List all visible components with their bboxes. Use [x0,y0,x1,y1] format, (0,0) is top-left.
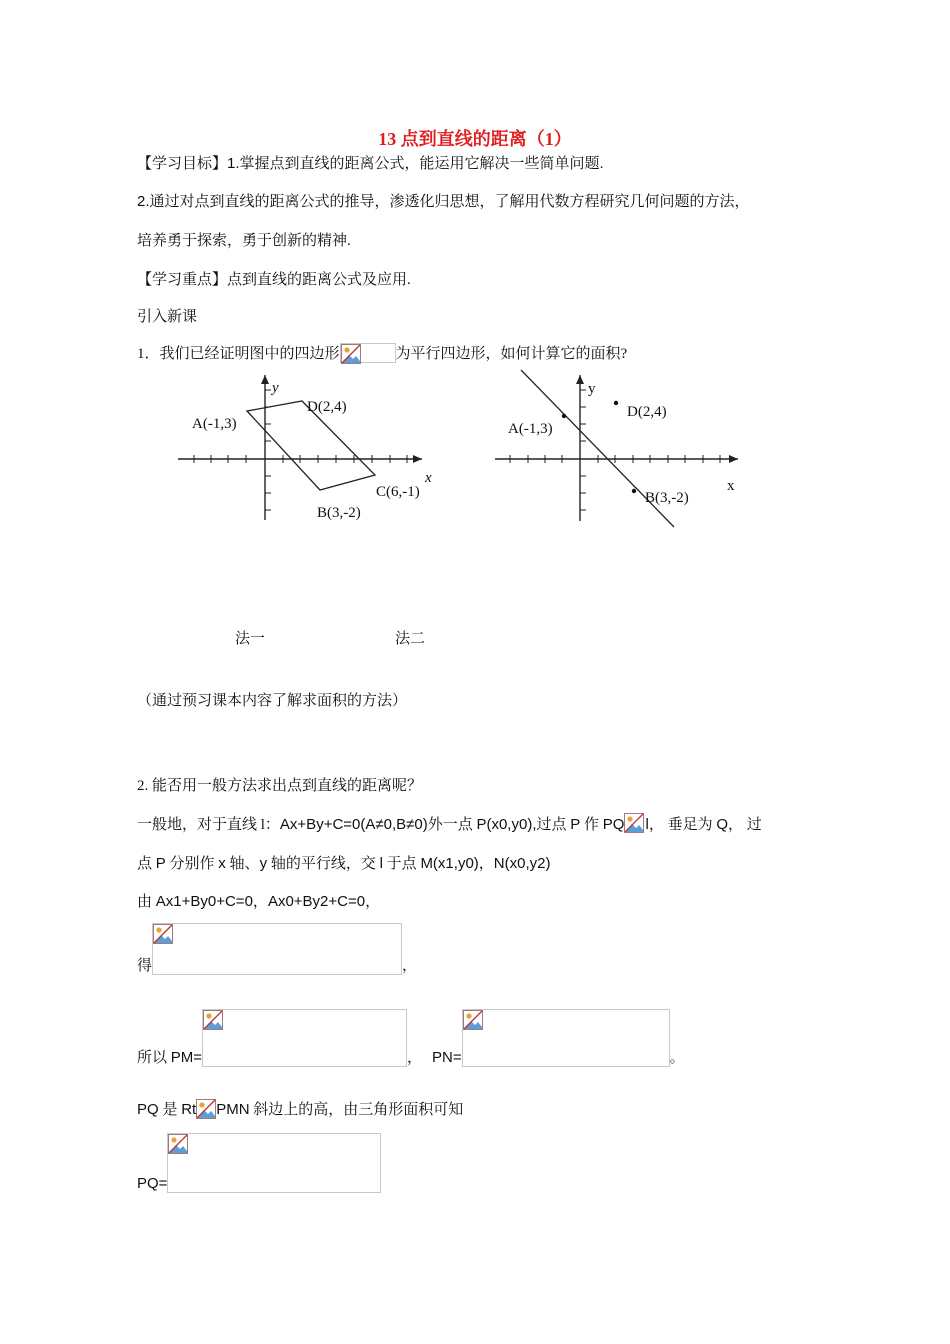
goal-2-line-2: 培养勇于探索，勇于创新的精神. [137,233,351,249]
text-run: 。 [669,1050,685,1066]
broken-image-icon [624,813,644,833]
text-run: 分别作 [165,856,219,872]
text-run: PQ [137,1101,159,1118]
text-run: x [218,855,226,872]
q2-line-pm-pn [137,1009,685,1067]
text-run: 轴的平行线，交 [267,856,380,872]
text-run: ， [402,958,418,974]
text-run: Q [716,816,728,833]
point-p: P(x0,y0), [476,816,537,833]
text-run: l [379,855,383,872]
fig1-point-b: B(3,-2) [317,505,361,521]
goal-2-line-1: 2.通过对点到直线的距离公式的推导，渗透化归思想，了解用代数方程研究几何问题的方法， [137,193,750,210]
formula-image-xy [152,923,402,975]
method-1-label: 法一 [235,631,266,647]
text-run: 是 [158,1102,182,1118]
segment-pq: PQ [602,816,625,833]
q2-line-1 [137,813,762,834]
text-run: P [155,855,166,872]
text-run: 由 [137,894,156,910]
equation-m: Ax1+By0+C=0 [155,893,253,910]
broken-image-icon [196,1099,216,1119]
goals-label: 【学习目标】 [137,156,228,172]
fig1-y-label: y [272,380,279,396]
intro-heading: 引入新课 [137,309,198,325]
text-run: 轴、 [225,856,260,872]
formula-image-pm [202,1009,407,1067]
fig1-point-a: A(-1,3) [192,416,237,432]
q2-line-pq-formula [137,1133,381,1193]
text-run: 外一点 [427,817,477,833]
q2-line-de [137,923,417,975]
pn-label: PN= [432,1049,462,1066]
text-run: ， 垂足为 [648,817,717,833]
question-2-title: 2. 能否用一般方法求出点到直线的距离呢？ [137,778,423,794]
triangle-symbol-image [196,1099,216,1119]
method-2-label: 法二 [395,631,426,647]
question-1 [137,342,627,363]
q2-line-2 [137,852,550,873]
text-run: PMN [216,1101,250,1118]
figure-2-line-points [490,365,760,535]
text-run: 作 [580,817,603,833]
fig2-dot-d [614,401,618,405]
fig2-y-label: y [588,381,596,397]
point-m: M(x1,y0) [420,855,479,872]
text-run: ， 过 [728,817,762,833]
equation-n: Ax0+By2+C=0 [267,893,366,910]
point-n: N(x0,y2) [493,855,551,872]
broken-image-icon [463,1010,483,1030]
fig2-x-label: x [727,478,735,494]
text-run: 所以 [137,1050,171,1066]
formula-image-pq [167,1133,381,1193]
text-run: ， [478,856,494,872]
text-run: 一般地，对于直线 l： [137,817,280,833]
q2-line-pq-height [137,1098,463,1119]
text-run: 点 [137,856,156,872]
fig2-point-b: B(3,-2) [645,490,689,506]
text-run: ， [252,894,268,910]
formula-image-pn [462,1009,670,1067]
broken-image-icon [341,344,361,364]
parallelogram-image [340,343,396,363]
line-equation: Ax+By+C=0(A≠0,B≠0) [279,816,428,833]
text-run: 过点 [536,817,571,833]
broken-image-icon [153,924,173,944]
fig2-dot-a [562,414,566,418]
page-title: 13 点到直线的距离（1） [378,129,572,149]
focus-text: 点到直线的距离公式及应用. [227,272,411,288]
text-run: l [645,816,649,833]
text-run: ， [407,1050,423,1066]
text-run: 于点 [382,856,421,872]
text-run: y [259,855,268,872]
figure-1-parallelogram [170,370,440,530]
text-run: ， [365,894,381,910]
q1-prefix: 1．我们已经证明图中的四边形 [137,346,340,362]
fig1-point-d: D(2,4) [307,399,347,415]
broken-image-icon [203,1010,223,1030]
fig2-point-a: A(-1,3) [508,421,553,437]
pq-label: PQ= [137,1175,168,1192]
goal-line-1 [137,152,604,173]
focus-line [137,268,411,289]
fig1-point-c: C(6,-1) [376,484,420,500]
fig2-dot-b [632,489,636,493]
fig1-x-label: x [425,470,432,486]
focus-label: 【学习重点】 [137,272,228,288]
text-run: P [570,816,581,833]
q1-suffix: 为平行四边形，如何计算它的面积? [395,346,628,362]
q2-line-3 [137,890,380,911]
broken-image-icon [168,1134,188,1154]
pm-label: PM= [170,1049,203,1066]
perpendicular-symbol-image [624,813,645,834]
goal-1: 1.掌握点到直线的距离公式，能运用它解决一些简单问题. [227,155,604,172]
text-run: Rt [181,1101,197,1118]
text-run: 斜边上的高，由三角形面积可知 [249,1102,464,1118]
preview-note: （通过预习课本内容了解求面积的方法） [137,693,408,709]
fig2-point-d: D(2,4) [627,404,667,420]
text-run: 得 [137,958,153,974]
